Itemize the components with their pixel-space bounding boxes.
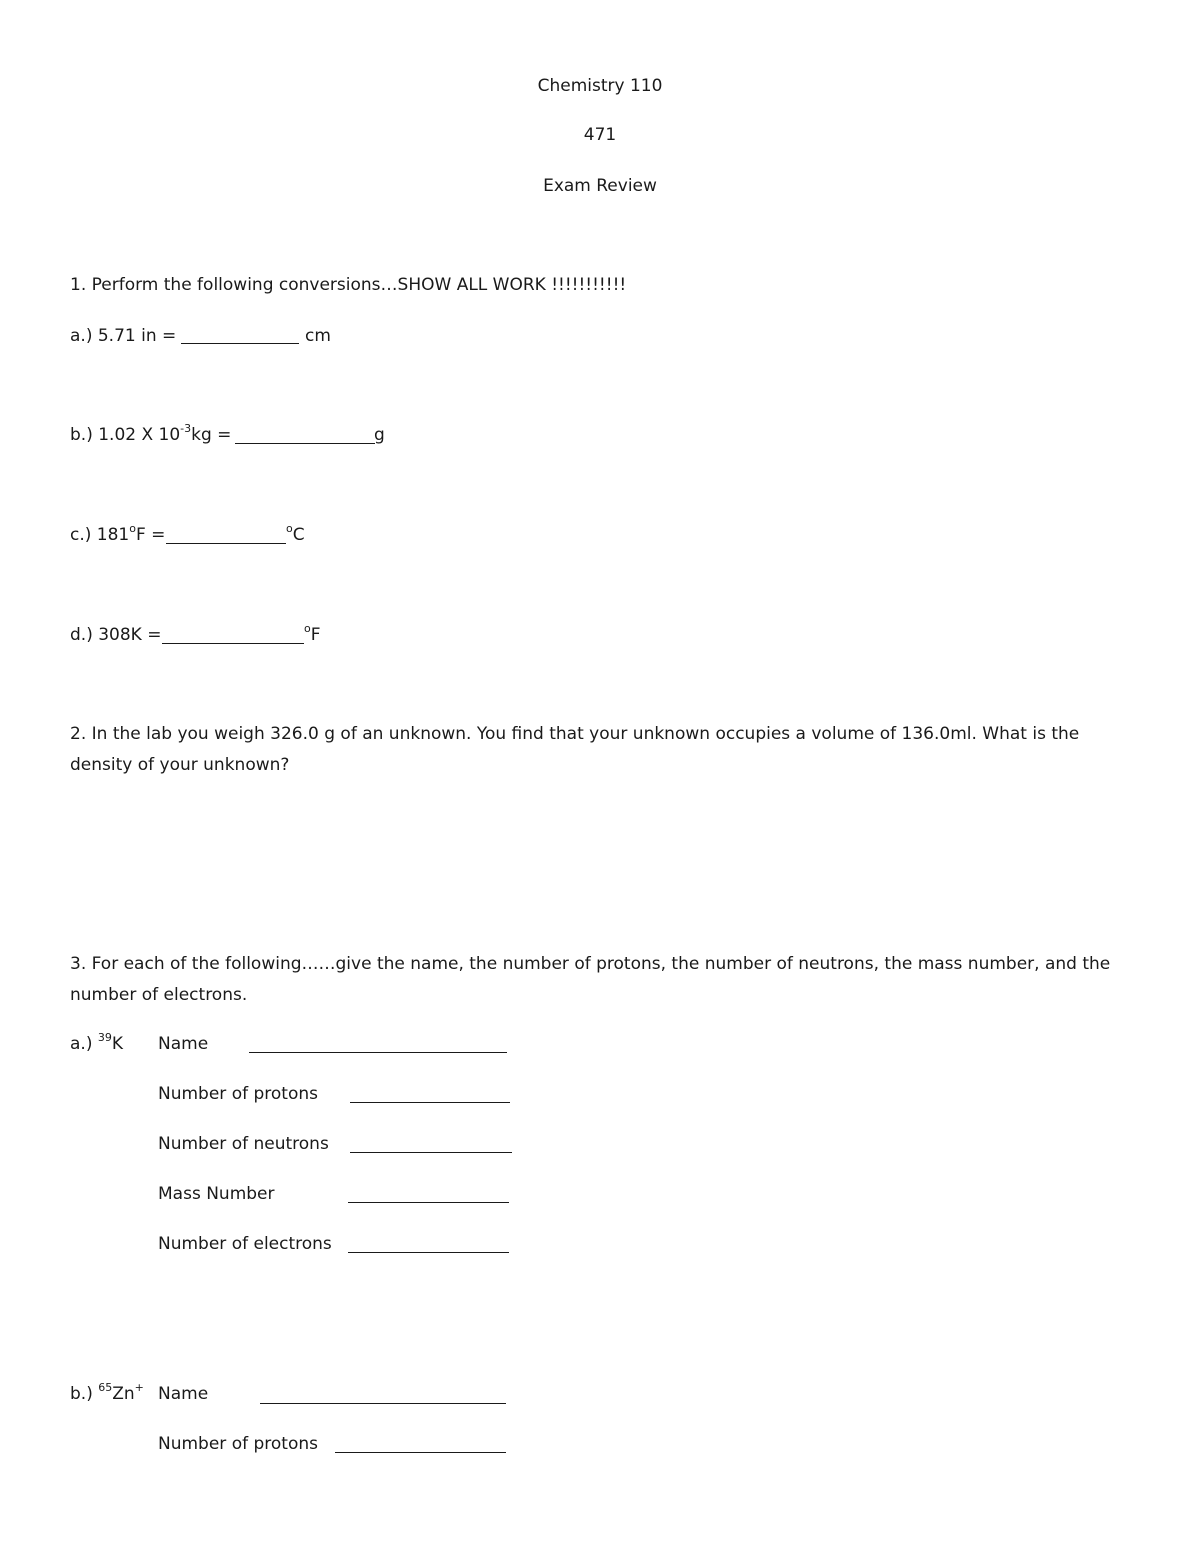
q3b-protons-blank[interactable] [335,1452,506,1453]
q1c-text: c.) 181 [70,525,130,545]
course-number: 471 [583,125,617,145]
q1a-text: a.) 5.71 in = [70,326,177,346]
q3b-field-label: Number of protons [158,1434,318,1454]
q3a-field-label: Number of protons [158,1084,318,1104]
q1a-label [70,325,176,347]
q3b-prefix: b.) [70,1384,99,1404]
q1b-label [70,424,231,446]
q3b-isotope [70,1383,144,1405]
q1-prompt: 1. Perform the following conversions…SHOW ALL WORK !!!!!!!!!!! [70,275,627,295]
q3a-protons-blank[interactable] [350,1102,510,1103]
q1d-label [70,624,161,646]
q1b-unit: g [374,425,385,445]
q3a-prefix: a.) [70,1034,98,1054]
q1b-text-tail: kg = [191,425,232,445]
q1d-unit-text: F [310,625,321,645]
q1c-label [70,524,165,546]
q1a-answer-blank[interactable] [181,343,299,344]
q3a-electrons-blank[interactable] [348,1252,509,1253]
q3b-mass-number: 65 [98,1381,113,1395]
q1c-text-tail: F = [135,525,166,545]
q3a-field-label: Mass Number [158,1184,275,1204]
q3b-symbol: Zn [112,1384,135,1404]
q3b-charge: + [134,1381,144,1395]
q1a-unit: cm [305,326,331,346]
q3a-field-label: Number of neutrons [158,1134,329,1154]
q1d-answer-blank[interactable] [162,643,304,644]
q1d-unit-degree: o [304,622,311,636]
q3a-mass-number: 39 [97,1031,112,1045]
q1b-exponent: -3 [180,422,192,436]
q3a-name-blank[interactable] [249,1052,507,1053]
q3-text: 3. For each of the following……give the name, the number of protons, the number of neutrons, the mass number, and the number of electrons. [70,954,1111,1005]
q3a-mass-blank[interactable] [348,1202,509,1203]
q1c-unit [286,524,305,546]
q1d-text: d.) 308K = [70,625,162,645]
q3a-field-label: Number of electrons [158,1234,332,1254]
q1d-unit [304,624,321,646]
q3a-field-label: Name [158,1034,209,1054]
course-title: Chemistry 110 [537,76,663,96]
page-title: Exam Review [543,176,657,196]
q3a-symbol: K [111,1034,124,1054]
q3b-name-blank[interactable] [260,1403,506,1404]
q1c-unit-degree: o [286,522,293,536]
q1b-text: b.) 1.02 X 10 [70,425,181,445]
q1b-answer-blank[interactable] [235,443,375,444]
q2-text: 2. In the lab you weigh 326.0 g of an unknown. You find that your unknown occupies a volume of 136.0ml. What is the density of your unknown? [70,724,1080,775]
q3a-isotope [70,1033,123,1055]
q1c-answer-blank[interactable] [166,543,286,544]
q3a-neutrons-blank[interactable] [350,1152,512,1153]
q1c-unit-text: C [292,525,305,545]
q1c-degree: o [129,522,136,536]
q3b-field-label: Name [158,1384,209,1404]
